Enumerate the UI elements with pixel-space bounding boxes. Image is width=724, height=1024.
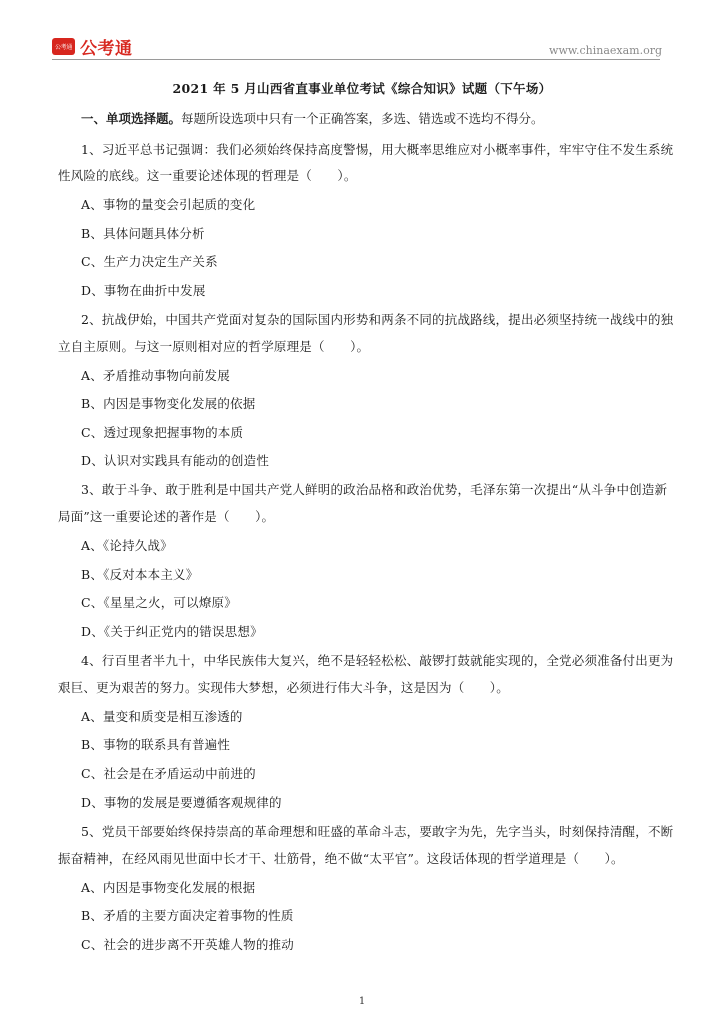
site-url[interactable]: www.chinaexam.org xyxy=(549,44,662,57)
question-3-option-d: D、《关于纠正党内的错误思想》 xyxy=(81,624,263,639)
question-4-stem-line-1: 4、行百里者半九十，中华民族伟大复兴，绝不是轻轻松松、敲锣打鼓就能实现的，全党必须准备付出更为 xyxy=(81,653,674,668)
question-3-option-b: B、《反对本本主义》 xyxy=(81,567,199,582)
section-heading xyxy=(81,109,544,127)
question-2-option-d: D、认识对实践具有能动的创造性 xyxy=(81,453,270,468)
question-4-option-d: D、事物的发展是要遵循客观规律的 xyxy=(81,795,282,810)
question-1-option-d: D、事物在曲折中发展 xyxy=(81,283,206,298)
question-2-option-a: A、矛盾推动事物向前发展 xyxy=(81,368,230,383)
question-5-option-c: C、社会的进步离不开英雄人物的推动 xyxy=(81,937,294,952)
question-1-stem-line-1: 1、习近平总书记强调：我们必须始终保持高度警惕，用大概率思维应对小概率事件，牢牢守住不发生系统 xyxy=(81,142,674,157)
question-2-stem-line-1: 2、抗战伊始，中国共产党面对复杂的国际国内形势和两条不同的抗战路线，提出必须坚持统一战线中的独 xyxy=(81,312,674,327)
page-header xyxy=(0,0,724,62)
question-3-option-c: C、《星星之火，可以燎原》 xyxy=(81,595,237,610)
header-divider xyxy=(52,59,660,60)
question-1-option-c: C、生产力决定生产关系 xyxy=(81,254,218,269)
question-1-stem-line-2: 性风险的底线。这一重要论述体现的哲理是（ ）。 xyxy=(58,168,357,183)
logo-text: 公考通 xyxy=(80,38,133,59)
question-2-option-c: C、透过现象把握事物的本质 xyxy=(81,425,244,440)
question-1-option-b: B、具体问题具体分析 xyxy=(81,226,205,241)
question-4-stem-line-2: 艰巨、更为艰苦的努力。实现伟大梦想，必须进行伟大斗争，这是因为（ ）。 xyxy=(58,680,509,695)
question-3-option-a: A、《论持久战》 xyxy=(81,538,173,553)
question-5-option-b: B、矛盾的主要方面决定着事物的性质 xyxy=(81,908,294,923)
section-label: 一、单项选择题。 xyxy=(81,111,182,126)
logo-badge-icon: 公考通 xyxy=(52,38,75,55)
question-3-stem-line-2: 局面”这一重要论述的著作是（ ）。 xyxy=(58,509,275,524)
question-4-option-b: B、事物的联系具有普遍性 xyxy=(81,737,231,752)
logo[interactable] xyxy=(52,36,133,59)
question-5-option-a: A、内因是事物变化发展的根据 xyxy=(81,880,256,895)
question-1-option-a: A、事物的量变会引起质的变化 xyxy=(81,197,256,212)
section-description: 每题所设选项中只有一个正确答案，多选、错选或不选均不得分。 xyxy=(181,111,544,126)
document-title: 2021 年 5 月山西省直事业单位考试《综合知识》试题（下午场） xyxy=(172,81,552,96)
page-number: 1 xyxy=(358,996,366,1007)
question-4-option-a: A、量变和质变是相互渗透的 xyxy=(81,709,243,724)
question-2-stem-line-2: 立自主原则。与这一原则相对应的哲学原理是（ ）。 xyxy=(58,339,370,354)
question-3-stem-line-1: 3、敢于斗争、敢于胜利是中国共产党人鲜明的政治品格和政治优势，毛泽东第一次提出“从斗争中创造新 xyxy=(81,482,668,497)
question-5-stem-line-2: 振奋精神，在经风雨见世面中长才干、壮筋骨，绝不做“太平官”。这段话体现的哲学道理是（ ）。 xyxy=(58,851,624,866)
question-4-option-c: C、社会是在矛盾运动中前进的 xyxy=(81,766,256,781)
question-2-option-b: B、内因是事物变化发展的依据 xyxy=(81,396,256,411)
question-5-stem-line-1: 5、党员干部要始终保持崇高的革命理想和旺盛的革命斗志，要敢字为先，先字当头，时刻保持清醒，不断 xyxy=(81,824,674,839)
